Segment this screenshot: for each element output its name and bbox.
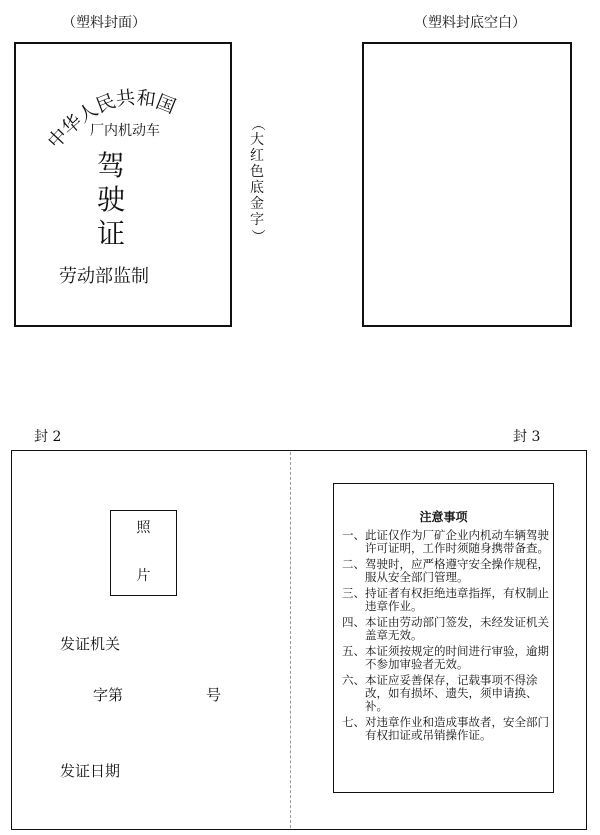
note-text: 本证须按规定的时间进行审验，逾期不参加审验者无效。 — [365, 644, 549, 671]
note-text: 此证仅作为厂矿企业内机动车辆驾驶许可证明，工作时须随身携带备查。 — [365, 528, 549, 555]
cover-arc-title — [16, 44, 234, 164]
note-number: 五、 — [342, 644, 365, 658]
cover-color-note — [248, 116, 266, 244]
number-suffix: 号 — [206, 686, 222, 704]
note-number: 七、 — [342, 715, 365, 729]
fold-line — [290, 452, 291, 828]
back-cover-caption: （塑料封底空白） — [414, 15, 526, 31]
notes-list — [342, 529, 550, 745]
notes-box — [333, 483, 554, 793]
cover-char-1: 驾 — [96, 149, 125, 182]
notes-title: 注意事项 — [419, 510, 468, 524]
note-char: 大 — [250, 132, 264, 148]
note-char: 字 — [250, 212, 264, 228]
cover2-caption: 封 2 — [34, 429, 62, 445]
photo-label-2: 片 — [136, 568, 151, 584]
note-char: 红 — [250, 148, 264, 164]
note-char: （ — [249, 117, 265, 131]
note-number: 六、 — [342, 673, 365, 687]
photo-box — [110, 510, 177, 596]
note-item — [342, 674, 550, 713]
note-char: 底 — [250, 180, 264, 196]
cover3-caption: 封 3 — [513, 429, 541, 445]
note-text: 本证应妥善保存，记载事项不得涂改，如有损坏、遗失，须申请换、补。 — [365, 673, 538, 713]
note-char: ） — [249, 229, 265, 243]
photo-label-1: 照 — [136, 520, 151, 536]
note-item — [342, 529, 550, 555]
note-number: 四、 — [342, 615, 365, 629]
cover-char-3: 证 — [96, 217, 125, 250]
note-text: 驾驶时，应严格遵守安全操作规程，服从安全部门管理。 — [365, 557, 549, 584]
cover-char-2: 驶 — [96, 183, 125, 216]
note-number: 一、 — [342, 528, 365, 542]
note-number: 二、 — [342, 557, 365, 571]
front-cover — [14, 42, 232, 327]
country-name-arc: 中华人民共和国 — [43, 86, 179, 153]
issuer-label: 发证机关 — [60, 635, 121, 653]
cover-subtitle: 厂内机动车 — [90, 123, 160, 139]
note-char: 金 — [250, 196, 264, 212]
front-cover-caption: （塑料封面） — [62, 15, 146, 31]
note-text: 对违章作业和造成事故者，安全部门有权扣证或吊销操作证。 — [365, 715, 549, 742]
issue-date-label: 发证日期 — [60, 762, 121, 780]
cover-footer: 劳动部监制 — [59, 266, 149, 287]
note-item — [342, 645, 550, 671]
note-number: 三、 — [342, 586, 365, 600]
note-item — [342, 587, 550, 613]
number-prefix: 字第 — [93, 686, 124, 704]
note-char: 色 — [250, 164, 264, 180]
note-item — [342, 616, 550, 642]
note-item — [342, 558, 550, 584]
note-text: 持证者有权拒绝违章指挥，有权制止违章作业。 — [365, 586, 549, 613]
note-text: 本证由劳动部门签发，未经发证机关盖章无效。 — [365, 615, 549, 642]
note-item — [342, 716, 550, 742]
back-cover — [362, 42, 572, 327]
